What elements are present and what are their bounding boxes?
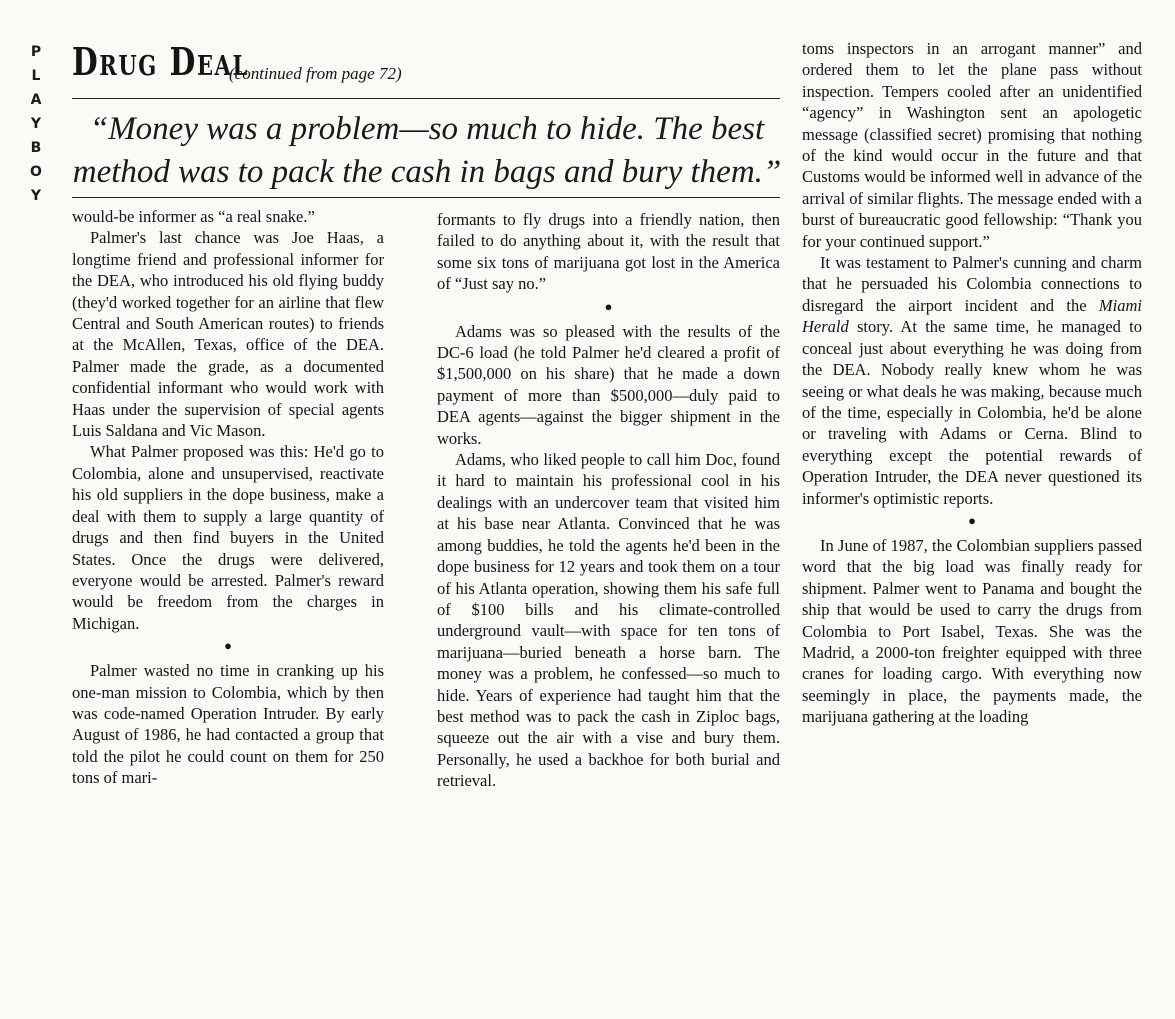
section-bullet: ● (968, 512, 976, 528)
paragraph: Palmer wasted no time in cranking up his one-man mission to Colombia, which by then was code-named Operation Intruder. By early August of 1986, he had contacted a group that told the pilot he could count on them for 250 tons of mari- (72, 661, 384, 788)
side-letter: B (30, 140, 42, 156)
section-bullet: ● (604, 298, 613, 314)
paragraph-text: story. At the same time, he managed to conceal just about everything he was doing from the DEA. Nobody really knew whom he was seeing or what deals he was making, because much of the time, especially in Colombia, he'd be alone or traveling with Adams or Cerna. Blind to everything except the potential rewards of Operation Intruder, the DEA never questioned its informer's optimistic reports. (802, 317, 1142, 508)
section-bullet: ● (224, 638, 232, 654)
header-rule-bottom (72, 197, 780, 198)
text-column-2 (437, 209, 780, 1019)
continued-note: (continued from page 72) (229, 64, 402, 83)
side-letter: L (31, 68, 41, 84)
paragraph: What Palmer proposed was this: He'd go to Colombia, alone and unsupervised, reactivate his old suppliers in the dope business, make a deal with them to supply a large quantity of drugs and then find buyers in the United States. Once the drugs were delivered, everyone would be arrested. Palmer's reward would be freedom from the charges in Michigan. (72, 442, 384, 633)
text-column-3 (802, 38, 1142, 848)
paragraph: formants to fly drugs into a friendly nation, then failed to do anything about it, with the result that some six tons of marijuana got lost in the America of “Just say no.” (437, 210, 780, 294)
publication-name: Miami Herald (802, 295, 1142, 337)
header-rule-top (72, 98, 780, 99)
paragraph: Palmer's last chance was Joe Haas, a longtime friend and professional informer for the DEA, who introduced his old flying buddy (they'd worked together for an airline that flew Central and South American routes) to friends at the McAllen, Texas, office of the DEA. Palmer made the grade, as a documented confidential informant who would work with Haas under the supervision of special agents Luis Saldana and Vic Mason. (72, 228, 384, 441)
paragraph: In June of 1987, the Colombian suppliers passed word that the big load was finally ready for shipment. Palmer went to Panama and bought the ship that would be used to carry the drugs from Colombia to Port Isabel, Texas. She was the Madrid, a 2000-ton freighter equipped with three cranes for loading cargo. With everything now seemingly in place, the payments made, the marijuana gathering at the loading (802, 535, 1142, 727)
side-letter: O (30, 164, 42, 180)
paragraph: Adams, who liked people to call him Doc, found it hard to maintain his professional cool in his dealings with an undercover team that visited him at his base near Atlanta. Convinced that he was among buddies, he told the agents he'd been in the dope business for 12 years and took them on a tour of his Atlanta operation, showing them his safe full of $100 bills and his climate-controlled underground vault—with space for ten tons of marijuana—buried beneath a horse barn. The money was a problem, he confessed—so much to hide. Years of experience had taught him that the best method was to pack the cash in Ziploc bags, squeeze out the air with a vise and bury them. Personally, he used a backhoe for both burial and retrieval. (437, 450, 780, 791)
paragraph: Adams was so pleased with the results of the DC-6 load (he told Palmer he'd cleared a profit of $1,500,000 on his share) that he made a down payment of more than $500,000—duly paid to DEA agents—against the bigger shipment in the works. (437, 321, 780, 448)
magazine-side-label (26, 40, 46, 208)
pull-quote: “Money was a problem—so much to hide. The best method was to pack the cash in bags and bury them.” (72, 111, 782, 190)
article-title: Drug Deal (72, 39, 249, 84)
paragraph (802, 252, 1142, 509)
text-column-1 (72, 206, 384, 1016)
side-letter: Y (30, 188, 42, 204)
paragraph: toms inspectors in an arrogant manner” and ordered them to let the plane pass without inspection. Tempers cooled after an unidentified “agency” in Washington sent an apologetic message (classified secret) promising that nothing of the kind would occur in the future and that Customs would be informed well in advance of the arrival of similar flights. The message ended with a burst of bureaucratic good fellowship: “Thank you for your continued support.” (802, 39, 1142, 251)
side-letter: Y (30, 116, 42, 132)
article-header (72, 40, 780, 84)
paragraph-text: It was testament to Palmer's cunning and charm that he persuaded his Colombia connections to disregard the airport incident and the (802, 253, 1142, 315)
paragraph: would-be informer as “a real snake.” (72, 207, 315, 226)
side-letter: A (30, 92, 42, 108)
side-letter: P (30, 44, 42, 60)
